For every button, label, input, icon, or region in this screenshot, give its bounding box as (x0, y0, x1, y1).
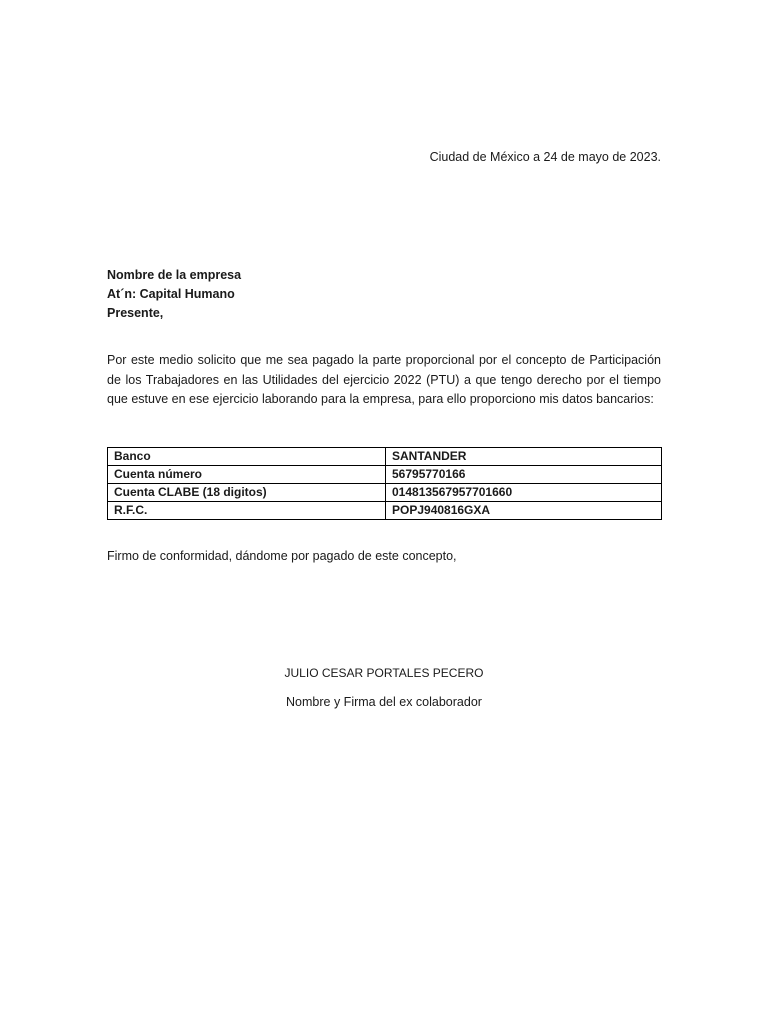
recipient-company: Nombre de la empresa (107, 268, 242, 282)
signer-name: JULIO CESAR PORTALES PECERO (284, 666, 484, 680)
table-row (108, 502, 662, 520)
letter-body: Por este medio solicito que me sea pagado la parte proporcional por el concepto de Participación de los Trabajadores en las Utilidades del ejercicio 2022 (PTU) a que tengo derecho por el tiempo que estuve en ese ejercicio laborando para la empresa, para ello proporciono mis datos bancarios: (107, 353, 661, 406)
table-row (108, 448, 662, 466)
conformity-statement: Firmo de conformidad, dándome por pagado de este concepto, (107, 549, 457, 563)
bank-details-table (107, 447, 662, 520)
recipient-present: Presente, (107, 306, 164, 320)
recipient-attention: At´n: Capital Humano (107, 287, 235, 301)
table-row (108, 466, 662, 484)
row-label: Cuenta número (108, 466, 386, 484)
row-label: Banco (108, 448, 386, 466)
row-value: 56795770166 (386, 466, 662, 484)
table-row (108, 484, 662, 502)
row-value: POPJ940816GXA (386, 502, 662, 520)
row-value: 014813567957701660 (386, 484, 662, 502)
recipient-block (107, 266, 241, 323)
date-line: Ciudad de México a 24 de mayo de 2023. (429, 150, 661, 164)
row-label: R.F.C. (108, 502, 386, 520)
row-value: SANTANDER (386, 448, 662, 466)
row-label: Cuenta CLABE (18 digitos) (108, 484, 386, 502)
signer-caption: Nombre y Firma del ex colaborador (286, 695, 482, 709)
